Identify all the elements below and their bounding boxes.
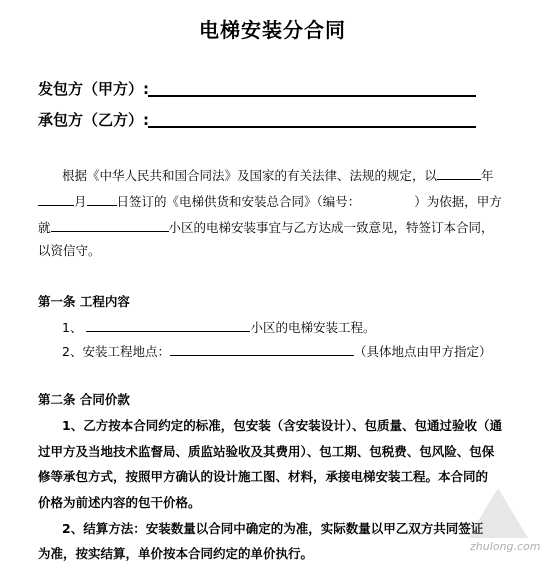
intro-l1-year: 年 (481, 168, 494, 183)
intro-line-1 (62, 166, 494, 184)
month-blank (38, 193, 74, 206)
day-blank (87, 193, 117, 206)
article-1-item-2-text: 2、安装工程地点： (62, 344, 170, 359)
article-2-p1-line-2: 过甲方及当地技术监督局、质监站验收及其费用）、包工期、包税费、包风险、包保 (38, 444, 495, 459)
article-1-item-1 (62, 318, 375, 336)
intro-l3-start: 就 (38, 220, 51, 235)
intro-line-4: 以资信守。 (38, 243, 101, 258)
community-blank (51, 219, 169, 232)
article-1-item-1-text: 小区的电梯安装工程。 (250, 320, 376, 335)
intro-l2-text: 日签订的《电梯供货和安装总合同》（编号： (116, 194, 361, 209)
party-a-label: 发包方（甲方）: (38, 80, 149, 98)
article-1-item-2-note: （具体地点由甲方指定） (353, 344, 492, 359)
article-1-item-1-num: 1、 (62, 320, 83, 335)
community-name-blank (86, 319, 250, 332)
location-blank (170, 343, 354, 356)
intro-line-2 (38, 192, 502, 210)
article-1-item-2 (62, 342, 491, 360)
watermark-logo (468, 488, 528, 538)
document-title: 电梯安装分合同 (199, 18, 346, 42)
intro-l3-text: 小区的电梯安装事宜与乙方达成一致意见，特签订本合同， (168, 220, 494, 235)
article-2-p1-line-4: 价格为前述内容的包干价格。 (38, 495, 201, 510)
party-b-blank (148, 126, 476, 128)
year-blank (437, 167, 481, 180)
intro-l1-text: 根据《中华人民共和国合同法》及国家的有关法律、法规的规定，以 (62, 168, 438, 183)
party-a-blank (148, 95, 476, 97)
intro-l2-end: ）为依据，甲方 (414, 194, 502, 209)
party-b-label: 承包方（乙方）: (38, 111, 149, 129)
intro-line-3 (38, 218, 494, 236)
article-2-p1-line-1: 1、乙方按本合同约定的标准，包安装（含安装设计）、包质量、包通过验收（通 (62, 418, 502, 433)
article-2-p2-line-2: 为准，按实结算，单价按本合同约定的单价执行。 (38, 546, 314, 561)
article-2-p1-line-3: 修等承包方式，按照甲方确认的设计施工图、材料，承接电梯安装工程。本合同的 (38, 469, 489, 484)
intro-l2-month: 月 (74, 194, 87, 209)
article-2-heading: 第二条 合同价款 (38, 392, 130, 407)
article-1-heading: 第一条 工程内容 (38, 294, 130, 309)
watermark-text: zhulong.com (470, 540, 541, 553)
article-2-p2-line-1: 2、结算方法：安装数量以合同中确定的为准，实际数量以甲乙双方共同签证 (62, 521, 484, 536)
